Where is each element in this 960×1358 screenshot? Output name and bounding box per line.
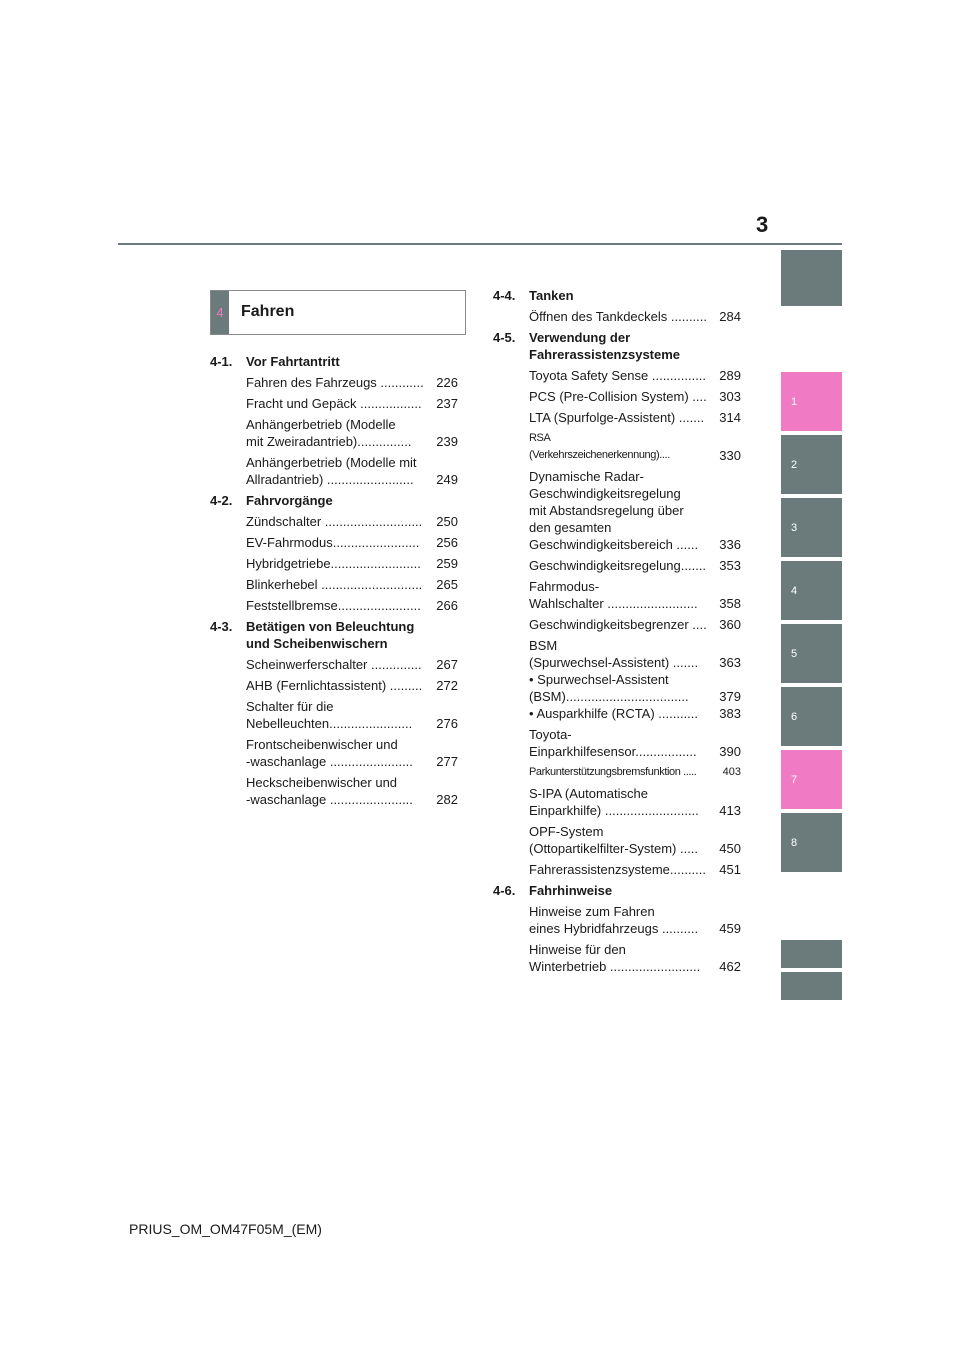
- side-tab-label: 4: [791, 584, 798, 597]
- entry-page: 358: [719, 596, 741, 611]
- chapter-number-tab: 4: [211, 291, 229, 334]
- entry-page: 282: [436, 792, 458, 807]
- toc-entry[interactable]: [529, 468, 741, 553]
- toc-entry[interactable]: [529, 308, 741, 325]
- toc-entry[interactable]: [529, 578, 741, 612]
- page-number: 3: [756, 212, 769, 237]
- entry-page: 462: [719, 959, 741, 974]
- entry-text: Dynamische Radar- Geschwindigkeitsregelung mit Abstandsregelung über den gesamten Geschwindigkeitsbereich ......: [529, 469, 699, 552]
- toc-entry[interactable]: [529, 616, 741, 633]
- entry-text: EV-Fahrmodus........................: [246, 535, 420, 550]
- toc-entry[interactable]: [529, 785, 741, 819]
- entry-text: RSA (Verkehrszeichenerkennung)....: [529, 432, 670, 461]
- entry-text: Frontscheibenwischer und -waschanlage .......................: [246, 737, 413, 769]
- entry-text: BSM (Spurwechsel-Assistent) .......: [529, 638, 699, 670]
- side-tab-label: 2: [791, 458, 798, 471]
- toc-entry[interactable]: [246, 534, 458, 551]
- side-tab-3[interactable]: [781, 498, 842, 557]
- entry-page: 330: [719, 448, 741, 463]
- entry-text: Hinweise zum Fahren eines Hybridfahrzeugs ..........: [529, 904, 699, 936]
- entry-text: Toyota Safety Sense ...............: [529, 368, 707, 383]
- toc-entry[interactable]: [246, 555, 458, 572]
- entry-page: 265: [436, 577, 458, 592]
- entry-text: Parkunterstützungsbremsfunktion .....: [529, 766, 697, 778]
- toc-subentry[interactable]: [529, 671, 741, 705]
- side-tab-blank-index-1[interactable]: [781, 940, 842, 968]
- chapter-title: Fahren: [241, 303, 295, 320]
- entry-text: Fahren des Fahrzeugs ............: [246, 375, 424, 390]
- side-tab-8[interactable]: [781, 813, 842, 872]
- section-title: Fahrhinweise: [529, 883, 613, 898]
- toc-entry[interactable]: [529, 367, 741, 384]
- entry-page: 289: [719, 368, 741, 383]
- section-heading-4-1[interactable]: [210, 353, 458, 370]
- toc-entry[interactable]: [246, 656, 458, 673]
- entry-text: Geschwindigkeitsregelung.......: [529, 558, 707, 573]
- side-tab-blank-index-2[interactable]: [781, 972, 842, 1000]
- entry-page: 272: [436, 678, 458, 693]
- toc-entry[interactable]: [529, 823, 741, 857]
- section-title: Fahrvorgänge: [246, 493, 333, 508]
- side-tab-label: 5: [791, 647, 798, 660]
- section-heading-4-2[interactable]: [210, 492, 458, 509]
- section-title: Betätigen von Beleuchtung und Scheibenwischern: [246, 619, 415, 651]
- entry-page: 450: [719, 841, 741, 856]
- chapter-header: [210, 290, 466, 335]
- entry-page: 276: [436, 716, 458, 731]
- toc-entry[interactable]: [529, 637, 741, 671]
- entry-text: Geschwindigkeitsbegrenzer ....: [529, 617, 707, 632]
- toc-subentry[interactable]: [529, 705, 741, 722]
- entry-text: Anhängerbetrieb (Modelle mit Zweiradantrieb)...............: [246, 417, 412, 449]
- side-tab-6[interactable]: [781, 687, 842, 746]
- entry-text: Hinweise für den Winterbetrieb .........................: [529, 942, 701, 974]
- entry-page: 277: [436, 754, 458, 769]
- entry-page: 451: [719, 862, 741, 877]
- entry-text: S-IPA (Automatische Einparkhilfe) ..........................: [529, 786, 699, 818]
- entry-text: • Spurwechsel-Assistent (BSM)..................................: [529, 672, 689, 704]
- section-number: 4-3.: [210, 619, 233, 634]
- toc-entry[interactable]: [529, 726, 741, 760]
- entry-page: 383: [719, 706, 741, 721]
- header-rule: [118, 243, 842, 245]
- section-heading-4-4[interactable]: [493, 287, 741, 304]
- side-tab-7[interactable]: [781, 750, 842, 809]
- toc-entry[interactable]: [529, 557, 741, 574]
- toc-entry[interactable]: [529, 903, 741, 937]
- entry-page: 239: [436, 434, 458, 449]
- toc-entry[interactable]: [246, 374, 458, 391]
- entry-page: 267: [436, 657, 458, 672]
- entry-text: Öffnen des Tankdeckels ..........: [529, 309, 708, 324]
- toc-entry[interactable]: [529, 430, 741, 464]
- entry-page: 379: [719, 689, 741, 704]
- entry-text: Feststellbremse.......................: [246, 598, 421, 613]
- section-number: 4-5.: [493, 330, 516, 345]
- side-tab-label: 1: [791, 395, 798, 408]
- toc-entry[interactable]: [246, 597, 458, 614]
- section-number: 4-4.: [493, 288, 516, 303]
- entry-page: 256: [436, 535, 458, 550]
- entry-text: Fracht und Gepäck .................: [246, 396, 422, 411]
- footer-document-id: PRIUS_OM_OM47F05M_(EM): [129, 1221, 322, 1237]
- toc-right-column: [493, 287, 741, 979]
- entry-page: 390: [719, 744, 741, 759]
- entry-text: Scheinwerferschalter ..............: [246, 657, 422, 672]
- side-tab-label: 7: [791, 773, 798, 786]
- toc-entry[interactable]: [529, 764, 741, 781]
- side-tab-5[interactable]: [781, 624, 842, 683]
- toc-entry[interactable]: [246, 774, 458, 808]
- entry-text: Blinkerhebel ............................: [246, 577, 423, 592]
- toc-entry[interactable]: [529, 388, 741, 405]
- entry-page: 459: [719, 921, 741, 936]
- entry-page: 353: [719, 558, 741, 573]
- section-heading-4-6[interactable]: [493, 882, 741, 899]
- toc-entry[interactable]: [246, 677, 458, 694]
- side-tab-4[interactable]: [781, 561, 842, 620]
- entry-text: Anhängerbetrieb (Modelle mit Allradantrieb) ........................: [246, 455, 417, 487]
- toc-entry[interactable]: [529, 941, 741, 975]
- section-title: Vor Fahrtantritt: [246, 354, 340, 369]
- toc-entry[interactable]: [246, 513, 458, 530]
- side-tab-1[interactable]: [781, 372, 842, 431]
- side-tab-label: 3: [791, 521, 798, 534]
- side-tab-2[interactable]: [781, 435, 842, 494]
- entry-text: Zündschalter ...........................: [246, 514, 423, 529]
- toc-entry[interactable]: [246, 454, 458, 488]
- entry-page: 363: [719, 655, 741, 670]
- toc-left-column: [210, 353, 458, 812]
- entry-page: 314: [719, 410, 741, 425]
- section-title: Tanken: [529, 288, 574, 303]
- toc-entry[interactable]: [246, 395, 458, 412]
- toc-entry[interactable]: [246, 416, 458, 450]
- entry-page: 284: [719, 309, 741, 324]
- entry-text: OPF-System (Ottopartikelfilter-System) .....: [529, 824, 699, 856]
- side-tab-label: 8: [791, 836, 798, 849]
- entry-page: 336: [719, 537, 741, 552]
- entry-page: 259: [436, 556, 458, 571]
- entry-text: Toyota- Einparkhilfesensor.................: [529, 727, 697, 759]
- entry-text: AHB (Fernlichtassistent) .........: [246, 678, 423, 693]
- entry-page: 303: [719, 389, 741, 404]
- side-tab-label: 6: [791, 710, 798, 723]
- entry-page: 237: [436, 396, 458, 411]
- entry-text: Fahrmodus- Wahlschalter .........................: [529, 579, 698, 611]
- entry-page: 250: [436, 514, 458, 529]
- entry-text: Schalter für die Nebelleuchten.......................: [246, 699, 413, 731]
- entry-text: Fahrerassistenzsysteme..........: [529, 862, 706, 877]
- entry-page: 413: [719, 803, 741, 818]
- entry-text: Hybridgetriebe.........................: [246, 556, 421, 571]
- toc-entry[interactable]: [529, 409, 741, 426]
- section-number: 4-2.: [210, 493, 233, 508]
- entry-page: 403: [722, 766, 741, 778]
- toc-entry[interactable]: [246, 736, 458, 770]
- section-number: 4-1.: [210, 354, 233, 369]
- entry-page: 226: [436, 375, 458, 390]
- entry-page: 249: [436, 472, 458, 487]
- side-tab-blank-top[interactable]: [781, 250, 842, 306]
- section-title: Verwendung der Fahrerassistenzsysteme: [529, 330, 681, 362]
- entry-text: • Ausparkhilfe (RCTA) ...........: [529, 706, 699, 721]
- entry-text: PCS (Pre-Collision System) ....: [529, 389, 707, 404]
- entry-page: 360: [719, 617, 741, 632]
- section-number: 4-6.: [493, 883, 516, 898]
- section-heading-4-5[interactable]: [493, 329, 741, 363]
- toc-entry[interactable]: [246, 576, 458, 593]
- toc-entry[interactable]: [529, 861, 741, 878]
- entry-text: Heckscheibenwischer und -waschanlage .......................: [246, 775, 413, 807]
- entry-page: 266: [436, 598, 458, 613]
- entry-text: LTA (Spurfolge-Assistent) .......: [529, 410, 705, 425]
- section-heading-4-3[interactable]: [210, 618, 458, 652]
- toc-entry[interactable]: [246, 698, 458, 732]
